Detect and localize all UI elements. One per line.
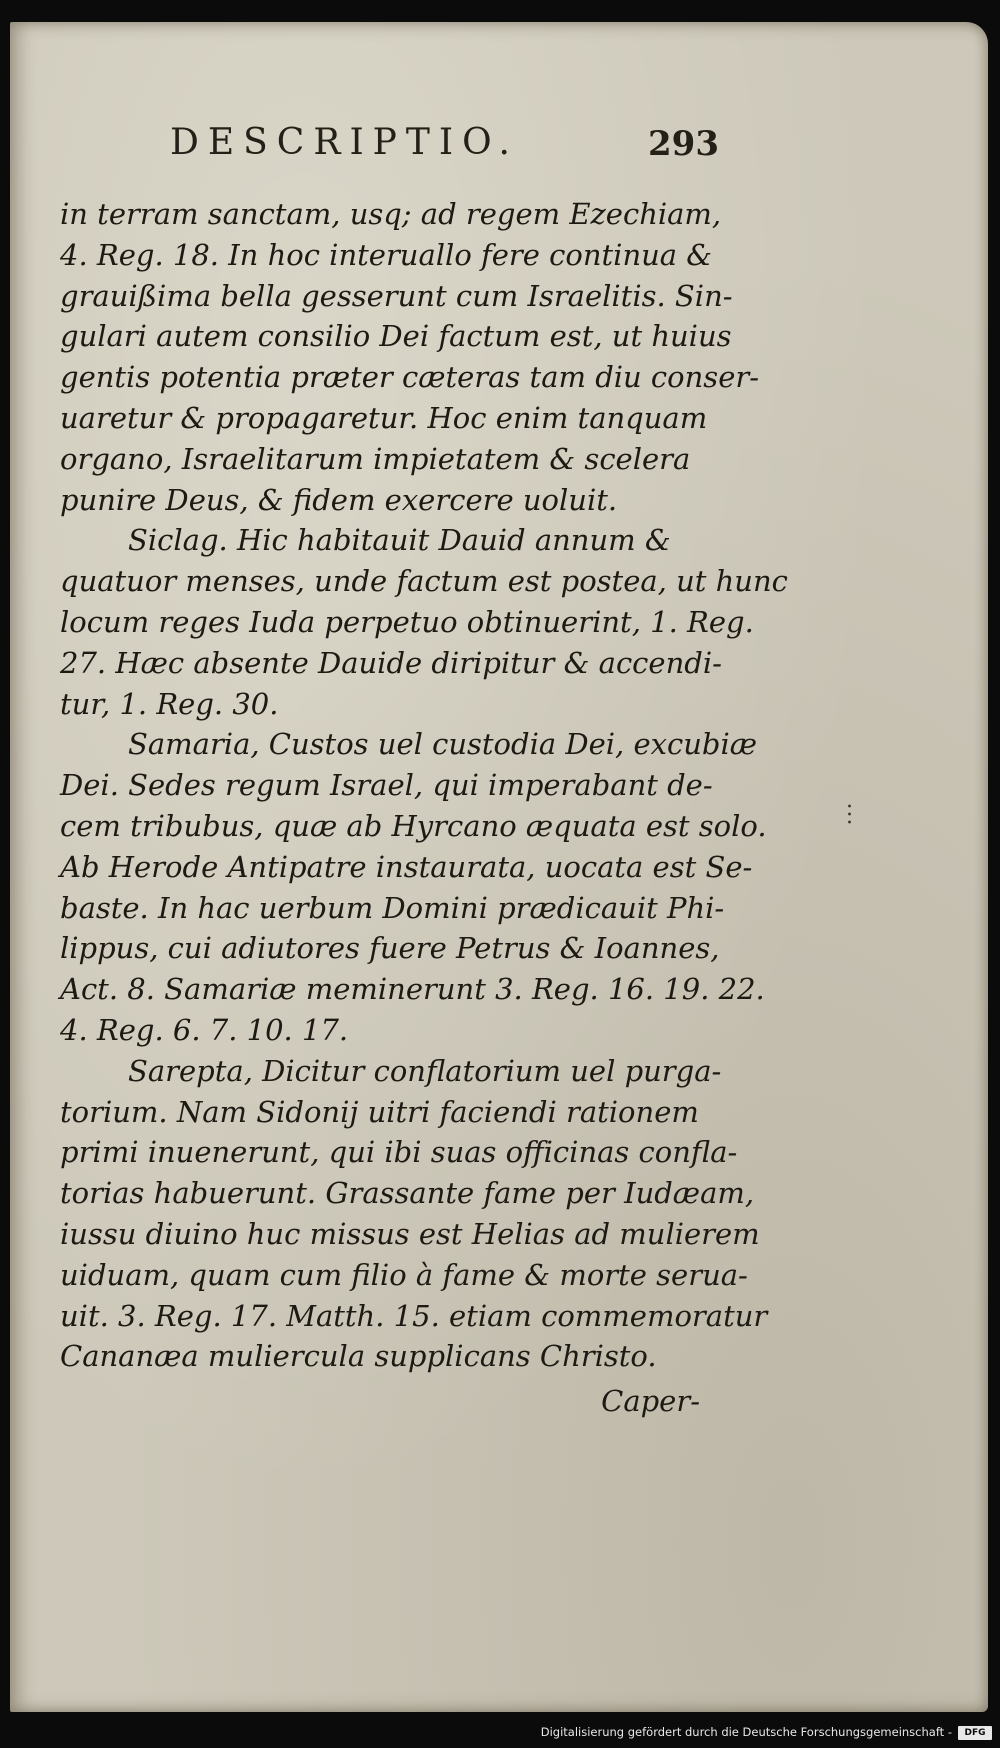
text-line: gulari autem consilio Dei factum est, ut huius bbox=[60, 319, 732, 354]
footer-bar bbox=[0, 1712, 1000, 1748]
text-line: Dei. Sedes regum Israel, qui imperabant de- bbox=[60, 768, 713, 803]
text-line: 4. Reg. 6. 7. 10. 17. bbox=[60, 1012, 349, 1047]
text-block bbox=[60, 194, 788, 1422]
text-line: punire Deus, & fidem exercere uoluit. bbox=[60, 482, 618, 517]
running-header bbox=[170, 122, 730, 172]
text-line: torias habuerunt. Grassante fame per Iudæam, bbox=[60, 1176, 755, 1211]
page-number: 293 bbox=[648, 124, 719, 164]
text-line: gentis potentia præter cæteras tam diu conser- bbox=[60, 360, 760, 395]
text-line: organo, Israelitarum impietatem & scelera bbox=[60, 441, 691, 476]
funding-credit: Digitalisierung gefördert durch die Deutsche Forschungsgemeinschaft - bbox=[540, 1725, 952, 1739]
text-line: iussu diuino huc missus est Helias ad mulierem bbox=[60, 1216, 760, 1251]
paragraph-start-siclag: Siclag. Hic habitauit Dauid annum & bbox=[128, 523, 671, 558]
text-line: locum reges Iuda perpetuo obtinuerint, 1. Reg. bbox=[60, 604, 754, 639]
dfg-logo-icon: DFG bbox=[958, 1726, 992, 1740]
text-line: uit. 3. Reg. 17. Matth. 15. etiam commemoratur bbox=[60, 1298, 768, 1333]
text-line: lippus, cui adiutores fuere Petrus & Ioannes, bbox=[60, 931, 720, 966]
text-line: cem tribubus, quæ ab Hyrcano æquata est solo. bbox=[60, 808, 767, 843]
paragraph-start-samaria: Samaria, Custos uel custodia Dei, excubiæ bbox=[128, 727, 758, 762]
text-line: torium. Nam Sidonij uitri faciendi rationem bbox=[60, 1094, 699, 1129]
text-line: tur, 1. Reg. 30. bbox=[60, 686, 279, 721]
running-title: DESCRIPTIO. bbox=[170, 122, 519, 163]
text-line: Act. 8. Samariæ meminerunt 3. Reg. 16. 19. 22. bbox=[60, 972, 765, 1007]
text-line: grauißima bella gesserunt cum Israelitis. Sin- bbox=[60, 278, 733, 313]
paragraph-start-sarepta: Sarepta, Dicitur conflatorium uel purga- bbox=[128, 1053, 722, 1088]
book-page bbox=[10, 22, 988, 1712]
text-line: Cananæa muliercula supplicans Christo. bbox=[60, 1339, 657, 1374]
catchword: Caper- bbox=[601, 1384, 700, 1419]
text-line: quatuor menses, unde factum est postea, ut hunc bbox=[60, 564, 788, 599]
text-line: primi inuenerunt, qui ibi suas officinas confla- bbox=[60, 1135, 738, 1170]
text-line: 27. Hæc absente Dauide diripitur & accendi- bbox=[60, 645, 722, 680]
text-line: baste. In hac uerbum Domini prædicauit Phi- bbox=[60, 890, 725, 925]
margin-dots bbox=[848, 802, 851, 826]
text-line: uiduam, quam cum filio à fame & morte serua- bbox=[60, 1257, 748, 1292]
text-line: uaretur & propagaretur. Hoc enim tanquam bbox=[60, 400, 708, 435]
text-line: in terram sanctam, usq; ad regem Ezechiam, bbox=[60, 197, 722, 231]
text-line: Ab Herode Antipatre instaurata, uocata est Se- bbox=[60, 849, 753, 884]
text-line: 4. Reg. 18. In hoc interuallo fere continua & bbox=[60, 237, 713, 272]
